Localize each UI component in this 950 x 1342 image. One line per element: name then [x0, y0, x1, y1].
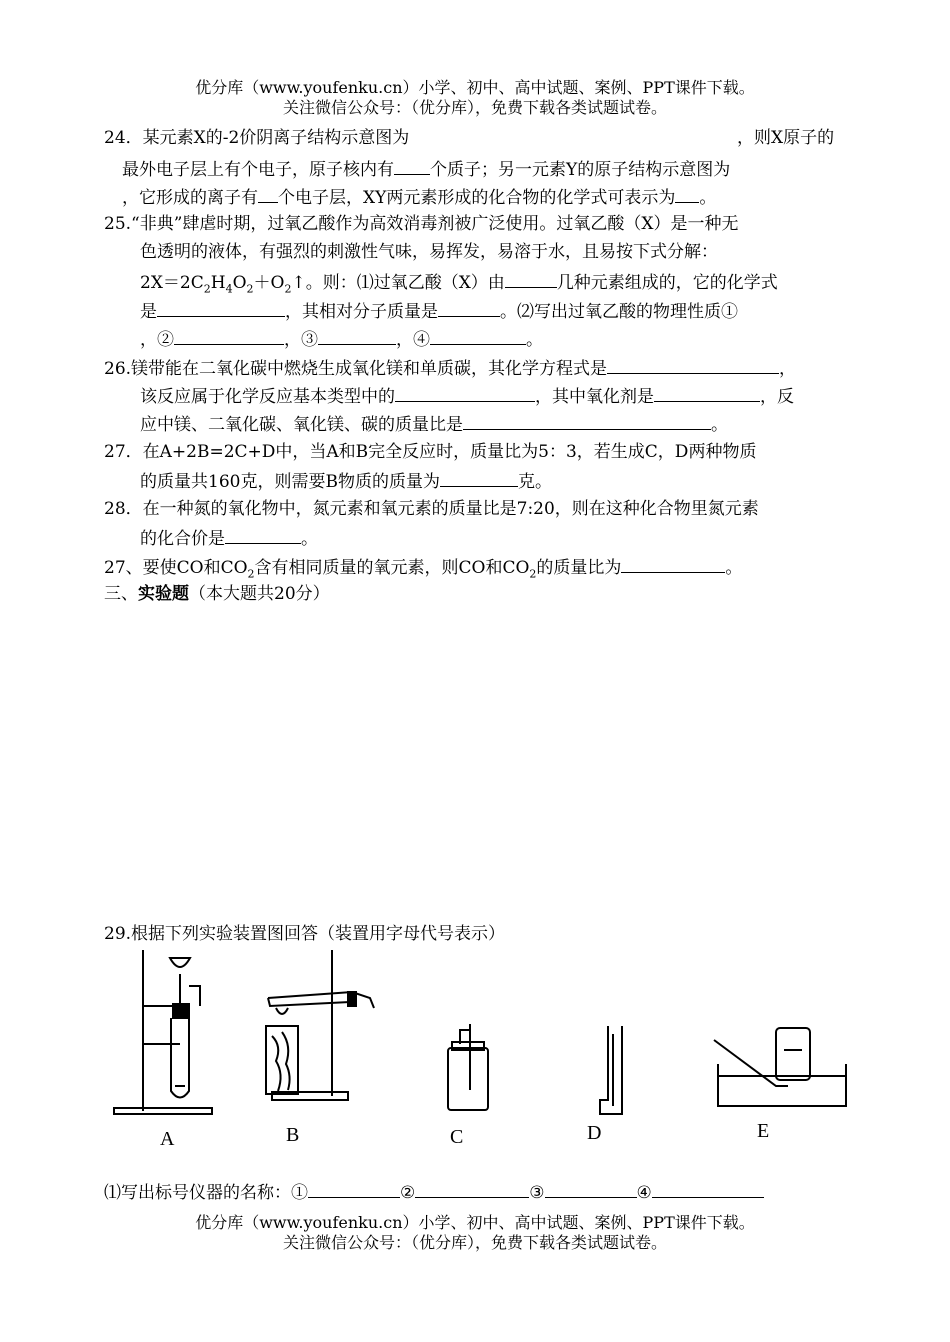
q25-line-5: ，② ，③ ，④ 。	[140, 327, 543, 351]
q28-line-1: 28．在一种氮的氧化物中，氮元素和氧元素的质量比是7:20，则在这种化合物里氮元素	[104, 499, 759, 519]
label-a: A	[160, 1128, 175, 1150]
header-line-2: 关注微信公众号：（优分库），免费下载各类试题试卷。	[282, 98, 667, 117]
answer-blank[interactable]	[157, 299, 285, 317]
answer-blank[interactable]	[463, 412, 711, 430]
label-b: B	[286, 1124, 300, 1146]
section-3-heading: 三、实验题（本大题共20分）	[104, 584, 330, 604]
answer-blank[interactable]	[174, 327, 284, 345]
label-d: D	[587, 1122, 602, 1144]
apparatus-a-illustration	[108, 946, 218, 1126]
answer-blank[interactable]	[318, 327, 396, 345]
apparatus-e-illustration	[712, 1018, 852, 1110]
q28-line-2: 的化合价是 。	[140, 526, 318, 550]
q26-line-2: 该反应属于化学反应基本类型中的 ，其中氧化剂是 ，反	[140, 384, 794, 408]
answer-blank[interactable]	[607, 356, 779, 374]
answer-blank[interactable]	[545, 1180, 637, 1198]
answer-blank[interactable]	[395, 384, 535, 402]
footer-line-2: 关注微信公众号：（优分库），免费下载各类试题试卷。	[282, 1233, 667, 1252]
q25-line-1: 25.“非典”肆虐时期，过氧乙酸作为高效消毒剂被广泛使用。过氧乙酸（X）是一种无	[104, 214, 739, 234]
label-e: E	[757, 1120, 770, 1142]
answer-blank[interactable]	[225, 526, 301, 544]
q27a-line-1: 27．在A+2B=2C+D中，当A和B完全反应时，质量比为5：3，若生成C，D两种物质	[104, 442, 757, 462]
answer-blank[interactable]	[505, 270, 557, 288]
label-c: C	[450, 1126, 464, 1148]
apparatus-d-illustration	[596, 1022, 636, 1118]
q29-part-1: ⑴写出标号仪器的名称：① ② ③ ④	[104, 1180, 764, 1204]
header-line-1: 优分库（www.youfenku.cn）小学、初中、高中试题、案例、PPT课件下载。	[195, 78, 755, 97]
answer-blank[interactable]	[621, 555, 725, 573]
answer-blank[interactable]	[675, 185, 699, 203]
apparatus-c-illustration	[440, 1020, 496, 1115]
q24-line-2: 最外电子层上有个电子，原子核内有 个质子；另一元素Y的原子结构示意图为	[122, 157, 730, 181]
q29-intro: 29.根据下列实验装置图回答（装置用字母代号表示）	[104, 924, 506, 944]
apparatus-b-illustration	[262, 946, 392, 1116]
answer-blank[interactable]	[440, 469, 518, 487]
answer-blank[interactable]	[258, 185, 278, 203]
footer-line-1: 优分库（www.youfenku.cn）小学、初中、高中试题、案例、PPT课件下载。	[195, 1213, 755, 1232]
q25-line-3: $2X=2C_2H_4O_2+O_2↑$。则：⑴过氧乙酸（X）由 几种元素组成的，它的化学式	[140, 270, 778, 300]
q25-line-2: 色透明的液体，有强烈的刺激性气味，易挥发，易溶于水，且易按下式分解：	[140, 242, 718, 262]
q24-line-1: 24．某元素X的-2价阴离子结构示意图为	[104, 128, 410, 148]
q24-line-1-end: ，则X原子的	[737, 128, 835, 148]
q27a-line-2: 的质量共160克，则需要B物质的质量为 克。	[140, 469, 552, 493]
q27b-line: 27、要使CO和$CO_2$含有相同质量的氧元素，则CO和$CO_2$的质量比为 。	[104, 555, 742, 585]
answer-blank[interactable]	[652, 1180, 764, 1198]
q24-line-3: ，它形成的离子有 个电子层，XY两元素形成的化合物的化学式可表示为 。	[122, 185, 716, 209]
answer-blank[interactable]	[308, 1180, 400, 1198]
answer-blank[interactable]	[394, 157, 430, 175]
answer-blank[interactable]	[654, 384, 760, 402]
answer-blank[interactable]	[430, 327, 526, 345]
answer-blank[interactable]	[415, 1180, 529, 1198]
answer-blank[interactable]	[438, 299, 500, 317]
q26-line-1: 26.镁带能在二氧化碳中燃烧生成氧化镁和单质碳，其化学方程式是 ，	[104, 356, 796, 380]
q26-line-3: 应中镁、二氧化碳、氧化镁、碳的质量比是 。	[140, 412, 728, 436]
q25-line-4: 是 ，其相对分子质量是 。⑵写出过氧乙酸的物理性质①	[140, 299, 738, 323]
